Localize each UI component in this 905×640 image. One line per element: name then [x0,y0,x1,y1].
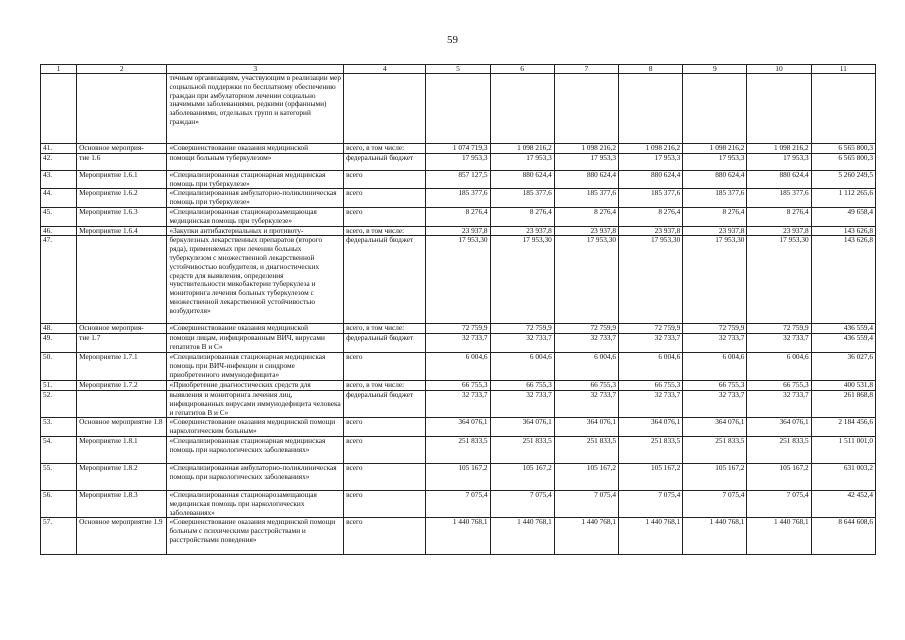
value-col-6: 72 759,9 [490,324,554,334]
value-col-5: 66 755,3 [426,381,490,391]
header-row [41,65,876,74]
table-row [41,324,876,334]
value-col-9: 32 733,7 [683,334,747,353]
funding-source: федеральный бюджет [344,390,426,417]
value-total [811,74,875,144]
item-name: Основное мероприя- [77,324,167,334]
value-col-9: 17 953,3 [683,153,747,170]
value-col-9: 364 076,1 [683,418,747,437]
value-col-9: 8 276,4 [683,207,747,226]
table-row [41,463,876,490]
funding-source: федеральный бюджет [344,334,426,353]
value-col-9: 6 004,6 [683,353,747,381]
header-cell: 10 [747,65,811,74]
table-row [41,236,876,324]
item-description: помощи лицам, инфицированным ВИЧ, вирусами гепатитов В и С» [167,334,344,353]
row-number: 42. [41,153,77,170]
table-row [41,353,876,381]
funding-source [344,74,426,144]
header-cell: 6 [490,65,554,74]
value-col-10: 364 076,1 [747,418,811,437]
value-col-6: 7 075,4 [490,490,554,517]
value-col-5: 857 127,5 [426,170,490,189]
row-number: 56. [41,490,77,517]
item-name: Мероприятие 1.6.1 [77,170,167,189]
value-col-8 [619,74,683,144]
value-col-10: 8 276,4 [747,207,811,226]
table-row [41,490,876,517]
value-col-8: 8 276,4 [619,207,683,226]
value-total: 143 626,8 [811,226,875,236]
value-col-9: 1 440 768,1 [683,518,747,555]
row-number: 55. [41,463,77,490]
value-col-5: 364 076,1 [426,418,490,437]
item-description: «Специализированная амбулаторно-поликлиническая помощь при наркологических заболеваниях» [167,463,344,490]
value-col-9: 105 167,2 [683,463,747,490]
value-col-10: 17 953,30 [747,236,811,324]
item-description: «Совершенствование оказания медицинской помощи наркологическим больным» [167,418,344,437]
item-name: Мероприятие 1.6.4 [77,226,167,236]
value-col-5: 251 833,5 [426,436,490,463]
funding-source: федеральный бюджет [344,236,426,324]
funding-source: всего [344,353,426,381]
row-number: 53. [41,418,77,437]
item-name: Мероприятие 1.8.2 [77,463,167,490]
item-description: «Совершенствование оказания медицинской [167,324,344,334]
value-total: 1 511 001,0 [811,436,875,463]
item-description: «Специализированная стационарозамещающая медицинская помощь при туберкулезе» [167,207,344,226]
table-row [41,334,876,353]
value-col-7: 72 759,9 [554,324,618,334]
value-col-9: 880 624,4 [683,170,747,189]
table-row [41,518,876,555]
value-col-7: 1 440 768,1 [554,518,618,555]
value-col-10: 66 755,3 [747,381,811,391]
table-row [41,226,876,236]
value-col-8: 6 004,6 [619,353,683,381]
item-name: Мероприятие 1.7.1 [77,353,167,381]
value-col-10: 1 440 768,1 [747,518,811,555]
value-col-8: 17 953,3 [619,153,683,170]
value-col-7: 66 755,3 [554,381,618,391]
funding-source: всего [344,463,426,490]
item-name [77,236,167,324]
value-col-6: 17 953,3 [490,153,554,170]
value-total: 2 184 456,6 [811,418,875,437]
value-total: 436 559,4 [811,324,875,334]
funding-source: федеральный бюджет [344,153,426,170]
value-col-10: 72 759,9 [747,324,811,334]
value-col-6: 185 377,6 [490,189,554,208]
value-col-7: 251 833,5 [554,436,618,463]
item-name: Основное мероприятие 1.8 [77,418,167,437]
row-number: 43. [41,170,77,189]
value-col-6: 32 733,7 [490,334,554,353]
value-col-7: 185 377,6 [554,189,618,208]
funding-source: всего, в том числе: [344,324,426,334]
value-col-9: 72 759,9 [683,324,747,334]
row-number: 54. [41,436,77,463]
value-col-7: 32 733,7 [554,390,618,417]
value-col-8: 66 755,3 [619,381,683,391]
value-col-5: 105 167,2 [426,463,490,490]
value-col-6: 1 440 768,1 [490,518,554,555]
header-cell: 4 [344,65,426,74]
value-col-6: 17 953,30 [490,236,554,324]
value-col-8: 17 953,30 [619,236,683,324]
value-col-9: 251 833,5 [683,436,747,463]
value-total: 6 565 800,3 [811,153,875,170]
row-number: 52. [41,390,77,417]
header-cell: 3 [167,65,344,74]
header-cell: 7 [554,65,618,74]
value-col-8: 105 167,2 [619,463,683,490]
table-row [41,74,876,144]
row-number: 49. [41,334,77,353]
item-name: Мероприятие 1.6.2 [77,189,167,208]
item-description: «Совершенствование оказания медицинской помощи больным с психическими расстройствами и расстройствами поведения» [167,518,344,555]
funding-source: всего [344,436,426,463]
funding-source: всего [344,207,426,226]
value-col-8: 364 076,1 [619,418,683,437]
value-col-5: 7 075,4 [426,490,490,517]
value-col-5: 23 937,8 [426,226,490,236]
value-col-10: 32 733,7 [747,334,811,353]
item-description: «Совершенствование оказания медицинской [167,144,344,154]
value-col-6: 105 167,2 [490,463,554,490]
value-col-5: 32 733,7 [426,390,490,417]
value-col-5: 1 074 719,3 [426,144,490,154]
item-name [77,390,167,417]
value-col-8: 880 624,4 [619,170,683,189]
table-row [41,390,876,417]
table-row [41,207,876,226]
value-col-7: 364 076,1 [554,418,618,437]
row-number: 48. [41,324,77,334]
item-description: «Специализированная стационарная медицинская помощь при туберкулезе» [167,170,344,189]
funding-source: всего, в том числе: [344,381,426,391]
value-col-6: 251 833,5 [490,436,554,463]
value-col-8: 32 733,7 [619,334,683,353]
value-col-5: 17 953,3 [426,153,490,170]
header-cell: 1 [41,65,77,74]
value-col-5: 17 953,30 [426,236,490,324]
funding-source: всего [344,490,426,517]
value-col-9: 185 377,6 [683,189,747,208]
table-row [41,418,876,437]
value-col-10: 1 098 216,2 [747,144,811,154]
value-col-9: 1 098 216,2 [683,144,747,154]
value-total: 8 644 608,6 [811,518,875,555]
value-total: 400 531,8 [811,381,875,391]
row-number: 45. [41,207,77,226]
row-number: 47. [41,236,77,324]
value-col-6: 1 098 216,2 [490,144,554,154]
item-description: «Специализированная стационарная медицинская помощь при наркологических заболеваниях» [167,436,344,463]
item-name: Основное мероприятие 1.9 [77,518,167,555]
value-col-10: 185 377,6 [747,189,811,208]
value-col-7: 880 624,4 [554,170,618,189]
value-col-8: 1 440 768,1 [619,518,683,555]
value-col-9 [683,74,747,144]
value-col-10 [747,74,811,144]
header-cell: 8 [619,65,683,74]
table-row [41,381,876,391]
value-col-8: 32 733,7 [619,390,683,417]
value-col-8: 23 937,8 [619,226,683,236]
value-col-6: 23 937,8 [490,226,554,236]
item-name: тие 1.6 [77,153,167,170]
value-col-6 [490,74,554,144]
item-name [77,74,167,144]
table-row [41,189,876,208]
value-col-6: 880 624,4 [490,170,554,189]
header-cell: 9 [683,65,747,74]
value-col-5: 8 276,4 [426,207,490,226]
value-total: 5 260 249,5 [811,170,875,189]
row-number: 46. [41,226,77,236]
value-col-6: 32 733,7 [490,390,554,417]
value-col-6: 8 276,4 [490,207,554,226]
value-total: 6 565 800,3 [811,144,875,154]
row-number: 41. [41,144,77,154]
value-col-9: 32 733,7 [683,390,747,417]
value-col-5 [426,74,490,144]
funding-source: всего [344,518,426,555]
row-number: 57. [41,518,77,555]
value-col-7: 17 953,30 [554,236,618,324]
row-number: 51. [41,381,77,391]
table-row [41,153,876,170]
item-description: выявления и мониторинга лечения лиц, инфицированных вирусами иммунодефицита человека и гепатитов В и С» [167,390,344,417]
item-description: течным организациям, участвующим в реализации мер социальной поддержки по бесплатному обеспечению граждан при амбулаторном лечении социально значимыми заболеваниями, редкими (орфанными) заболеваниями, отдельных групп и категорий граждан» [167,74,344,144]
value-col-6: 6 004,6 [490,353,554,381]
item-name: Мероприятие 1.8.3 [77,490,167,517]
item-name: Мероприятие 1.8.1 [77,436,167,463]
value-col-9: 7 075,4 [683,490,747,517]
header-cell: 5 [426,65,490,74]
row-number: 44. [41,189,77,208]
value-col-9: 23 937,8 [683,226,747,236]
value-col-5: 6 004,6 [426,353,490,381]
row-number [41,74,77,144]
value-col-10: 17 953,3 [747,153,811,170]
value-col-8: 72 759,9 [619,324,683,334]
program-funding-table [40,64,876,555]
value-col-9: 17 953,30 [683,236,747,324]
row-number: 50. [41,353,77,381]
value-col-7 [554,74,618,144]
value-col-7: 7 075,4 [554,490,618,517]
item-name: Основное мероприя- [77,144,167,154]
page-number: 59 [447,34,458,46]
header-cell: 2 [77,65,167,74]
funding-source: всего [344,170,426,189]
value-col-10: 23 937,8 [747,226,811,236]
value-col-6: 364 076,1 [490,418,554,437]
value-col-10: 251 833,5 [747,436,811,463]
value-col-5: 32 733,7 [426,334,490,353]
table-row [41,436,876,463]
value-col-10: 7 075,4 [747,490,811,517]
item-description: беркулезных лекарственных препаратов (второго ряда), применяемых при лечении больных туберкулезом с множественной лекарственной устойчивостью возбудителя, и диагностических средств для выявления, определения чувствительности микобактерии туберкулеза и мониторинга лечения больных туберкулезом с множественной лекарственной устойчивостью возбудителя» [167,236,344,324]
value-col-10: 880 624,4 [747,170,811,189]
item-description: помощи больным туберкулезом» [167,153,344,170]
value-col-9: 66 755,3 [683,381,747,391]
header-cell: 11 [811,65,875,74]
value-total: 261 868,8 [811,390,875,417]
funding-source: всего [344,418,426,437]
table-row [41,144,876,154]
value-total: 143 626,8 [811,236,875,324]
value-col-8: 7 075,4 [619,490,683,517]
value-col-8: 251 833,5 [619,436,683,463]
value-col-8: 1 098 216,2 [619,144,683,154]
value-col-5: 1 440 768,1 [426,518,490,555]
item-description: «Закупки антибактериальных и противоту- [167,226,344,236]
item-description: «Специализированная стационарозамещающая медицинская помощь при наркологических заболеваниях» [167,490,344,517]
value-col-7: 1 098 216,2 [554,144,618,154]
table-row [41,170,876,189]
value-total: 49 658,4 [811,207,875,226]
funding-source: всего, в том числе: [344,226,426,236]
value-col-5: 72 759,9 [426,324,490,334]
value-col-8: 185 377,6 [619,189,683,208]
value-col-7: 17 953,3 [554,153,618,170]
value-col-5: 185 377,6 [426,189,490,208]
value-total: 42 452,4 [811,490,875,517]
value-total: 36 027,6 [811,353,875,381]
value-col-7: 8 276,4 [554,207,618,226]
value-total: 631 003,2 [811,463,875,490]
value-col-7: 32 733,7 [554,334,618,353]
value-total: 1 112 265,6 [811,189,875,208]
item-description: «Приобретение диагностических средств для [167,381,344,391]
value-col-10: 32 733,7 [747,390,811,417]
value-total: 436 559,4 [811,334,875,353]
item-description: «Специализированная амбулаторно-поликлиническая помощь при туберкулезе» [167,189,344,208]
item-name: тие 1.7 [77,334,167,353]
funding-source: всего, в том числе: [344,144,426,154]
item-description: «Специализированная стационарная медицинская помощь при ВИЧ-инфекции и синдроме приобретенного иммунодефицита» [167,353,344,381]
value-col-7: 23 937,8 [554,226,618,236]
value-col-10: 105 167,2 [747,463,811,490]
item-name: Мероприятие 1.7.2 [77,381,167,391]
value-col-7: 6 004,6 [554,353,618,381]
item-name: Мероприятие 1.6.3 [77,207,167,226]
funding-source: всего [344,189,426,208]
value-col-10: 6 004,6 [747,353,811,381]
value-col-6: 66 755,3 [490,381,554,391]
value-col-7: 105 167,2 [554,463,618,490]
